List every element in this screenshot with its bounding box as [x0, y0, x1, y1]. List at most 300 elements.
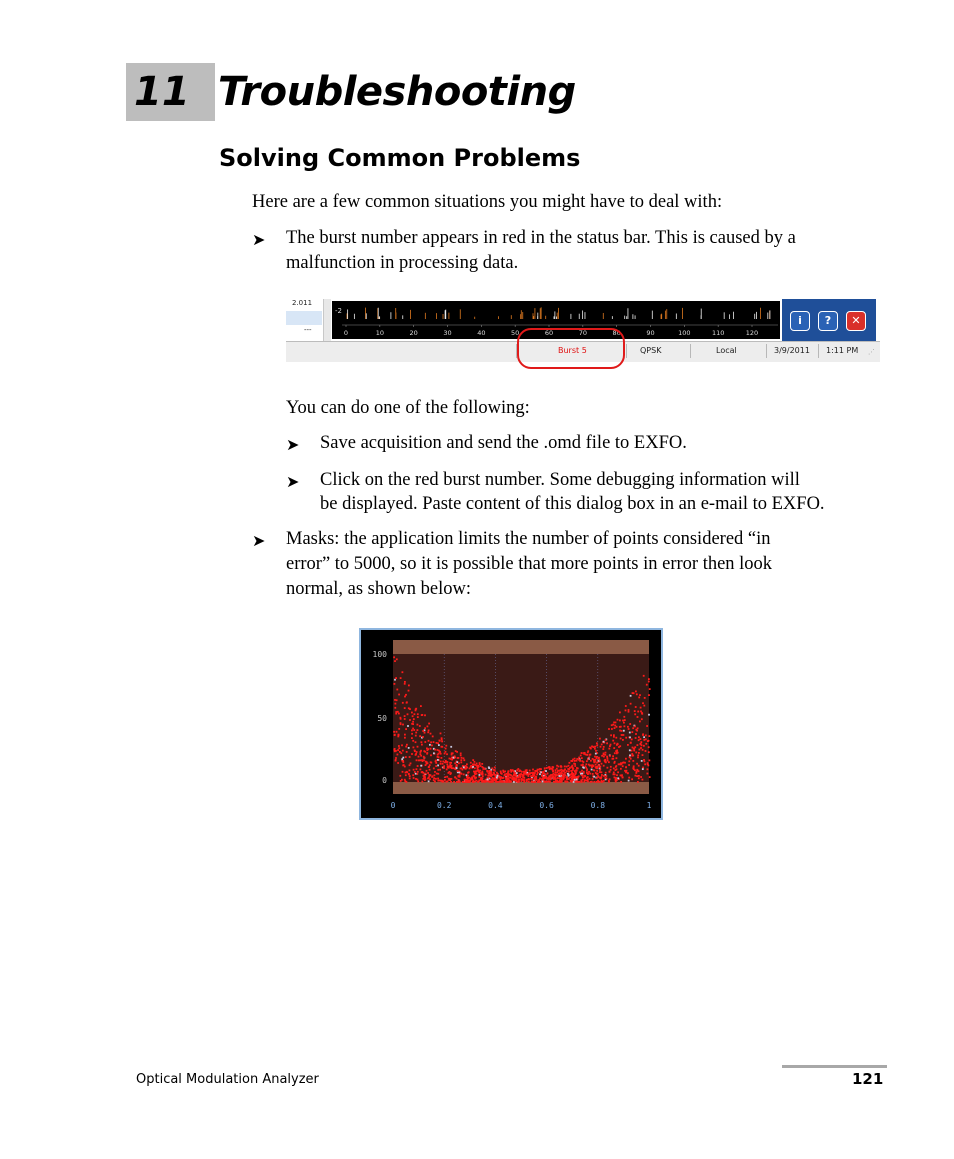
error-point [587, 773, 589, 775]
error-point [589, 754, 591, 756]
error-point [427, 726, 429, 728]
error-point [404, 737, 406, 739]
error-point [624, 725, 626, 727]
error-point [475, 773, 477, 775]
error-point [430, 733, 432, 735]
error-point [525, 771, 527, 773]
error-point [545, 770, 547, 772]
option-1-line-1: Save acquisition and send the .omd file to EXFO. [320, 433, 687, 453]
scrollbar[interactable] [323, 299, 331, 341]
error-point [640, 711, 642, 713]
error-point [644, 763, 646, 765]
error-point [586, 770, 588, 772]
error-point [472, 759, 474, 761]
error-point [460, 768, 462, 770]
error-point [400, 780, 402, 782]
error-point [594, 748, 596, 750]
error-point [419, 725, 421, 727]
error-point [415, 773, 417, 775]
error-point [631, 731, 633, 733]
error-point [532, 769, 534, 771]
error-point [462, 781, 464, 783]
error-point [561, 766, 563, 768]
error-point [469, 768, 471, 770]
error-point [537, 772, 539, 774]
error-point [412, 774, 414, 776]
error-point [424, 741, 426, 743]
error-point [454, 762, 456, 764]
error-point [438, 756, 440, 758]
error-point [492, 779, 494, 781]
error-point [645, 743, 647, 745]
error-point [440, 761, 442, 763]
error-point [488, 773, 490, 775]
error-point [505, 780, 507, 782]
error-point [406, 702, 408, 704]
error-point [450, 766, 452, 768]
error-point [417, 724, 419, 726]
error-point [518, 779, 520, 781]
error-point [542, 771, 544, 773]
x-tick-label: 0.4 [488, 801, 503, 810]
error-point [402, 724, 404, 726]
error-point [634, 713, 636, 715]
error-point [417, 729, 419, 731]
error-point [630, 695, 632, 697]
error-point [612, 740, 614, 742]
error-point [567, 781, 569, 783]
error-point [647, 740, 649, 742]
error-point [481, 763, 483, 765]
error-point [481, 774, 483, 776]
error-point [400, 717, 402, 719]
error-point [394, 707, 396, 709]
error-point [474, 767, 476, 769]
error-point [596, 742, 598, 744]
error-point [625, 737, 627, 739]
error-point [572, 759, 574, 761]
error-point [648, 694, 650, 696]
error-point [489, 771, 491, 773]
error-point [601, 776, 603, 778]
error-point [560, 778, 562, 780]
error-point [565, 781, 567, 783]
error-point [601, 771, 603, 773]
error-point [490, 773, 492, 775]
error-point [408, 747, 410, 749]
error-point [430, 741, 432, 743]
error-point [544, 767, 546, 769]
error-point [415, 753, 417, 755]
error-point [568, 765, 570, 767]
error-point [397, 749, 399, 751]
error-point [642, 733, 644, 735]
error-point [553, 777, 555, 779]
error-point [605, 761, 607, 763]
error-point [559, 770, 561, 772]
error-point [546, 767, 548, 769]
error-point [514, 777, 516, 779]
error-point [591, 769, 593, 771]
error-point [616, 753, 618, 755]
error-point [398, 694, 400, 696]
error-point [423, 750, 425, 752]
error-point [404, 718, 406, 720]
error-point [491, 776, 493, 778]
error-point [465, 765, 467, 767]
error-point [517, 776, 519, 778]
error-point [637, 769, 639, 771]
error-point [428, 766, 430, 768]
error-point [398, 745, 400, 747]
error-point [440, 753, 442, 755]
error-point [433, 741, 435, 743]
error-point [441, 737, 443, 739]
error-point [419, 735, 421, 737]
error-point [453, 767, 455, 769]
error-point [400, 677, 402, 679]
error-point [544, 773, 546, 775]
error-point [581, 752, 583, 754]
error-point [583, 777, 585, 779]
graph-tick-label: 110 [711, 329, 725, 337]
error-point [442, 761, 444, 763]
error-point [473, 781, 475, 783]
error-point [460, 772, 462, 774]
graph-y-value: -2 [335, 307, 342, 315]
error-point [613, 772, 615, 774]
error-point [632, 747, 634, 749]
error-point [429, 764, 431, 766]
error-point [439, 769, 441, 771]
error-point [649, 760, 651, 762]
error-point [443, 781, 445, 783]
error-point [421, 714, 423, 716]
help-icon[interactable]: ? [818, 311, 838, 331]
resize-grip-icon[interactable]: ⋰ [868, 348, 875, 356]
error-point [646, 684, 648, 686]
error-point [622, 777, 624, 779]
x-tick-label: 0.2 [436, 801, 452, 810]
error-point [615, 737, 617, 739]
error-point [456, 761, 458, 763]
error-point [482, 766, 484, 768]
burst-number[interactable]: Burst 5 [558, 346, 587, 355]
error-point [412, 728, 414, 730]
error-point [445, 760, 447, 762]
error-point [562, 778, 564, 780]
error-point [642, 767, 644, 769]
error-point [638, 739, 640, 741]
error-point [583, 767, 585, 769]
error-point [463, 757, 465, 759]
error-point [581, 770, 583, 772]
error-point [499, 781, 501, 783]
lower-mask-band [393, 782, 649, 794]
close-icon[interactable]: ✕ [846, 311, 866, 331]
error-point [426, 761, 428, 763]
mask-plot [361, 630, 661, 818]
error-point [410, 763, 412, 765]
error-point [629, 732, 631, 734]
error-point [420, 765, 422, 767]
error-point [409, 708, 411, 710]
error-point [638, 775, 640, 777]
graph-tick-label: 90 [646, 329, 655, 337]
error-point [446, 753, 448, 755]
error-point [648, 735, 650, 737]
error-point [632, 760, 634, 762]
error-point [553, 773, 555, 775]
error-point [416, 751, 418, 753]
error-point [601, 755, 603, 757]
error-point [638, 697, 640, 699]
error-point [614, 774, 616, 776]
error-point [478, 771, 480, 773]
error-point [640, 741, 642, 743]
error-point [414, 771, 416, 773]
error-point [396, 689, 398, 691]
error-point [439, 751, 441, 753]
error-point [583, 771, 585, 773]
error-point [408, 773, 410, 775]
error-point [433, 768, 435, 770]
error-point [555, 778, 557, 780]
error-point [543, 776, 545, 778]
error-point [450, 772, 452, 774]
error-point [644, 697, 646, 699]
error-point [446, 763, 448, 765]
error-point [621, 734, 623, 736]
error-point [468, 777, 470, 779]
error-point [622, 765, 624, 767]
error-point [535, 776, 537, 778]
error-point [441, 757, 443, 759]
error-point [428, 730, 430, 732]
error-point [445, 745, 447, 747]
error-point [549, 781, 551, 783]
error-point [632, 727, 634, 729]
error-point [563, 770, 565, 772]
error-point [428, 777, 430, 779]
x-tick-label: 0.6 [539, 801, 554, 810]
error-point [637, 716, 639, 718]
error-point [409, 719, 411, 721]
info-icon[interactable]: i [790, 311, 810, 331]
error-point [640, 707, 642, 709]
error-point [405, 774, 407, 776]
error-point [429, 778, 431, 780]
error-point [589, 747, 591, 749]
footer-rule [782, 1065, 887, 1068]
error-point [571, 778, 573, 780]
error-point [412, 740, 414, 742]
error-point [555, 769, 557, 771]
bullet-1-line-1: The burst number appears in red in the status bar. This is caused by a [286, 228, 796, 248]
error-point [599, 766, 601, 768]
error-point [640, 738, 642, 740]
error-point [404, 766, 406, 768]
error-point [616, 750, 618, 752]
error-point [617, 743, 619, 745]
error-point [457, 770, 459, 772]
error-point [630, 742, 632, 744]
error-point [395, 750, 397, 752]
error-point [503, 781, 505, 783]
error-point [474, 761, 476, 763]
error-point [640, 747, 642, 749]
error-point [509, 781, 511, 783]
error-point [556, 768, 558, 770]
error-point [625, 705, 627, 707]
error-point [638, 777, 640, 779]
bullet-arrow-icon: ➤ [252, 533, 266, 550]
error-point [478, 780, 480, 782]
error-point [639, 694, 641, 696]
graph-tick-label: 60 [544, 329, 554, 337]
error-point [420, 755, 422, 757]
error-point [397, 754, 399, 756]
error-point [453, 757, 455, 759]
error-point [487, 775, 489, 777]
error-point [571, 781, 573, 783]
error-point [417, 713, 419, 715]
graph-tick-label: 0 [343, 329, 349, 337]
error-point [536, 779, 538, 781]
error-point [444, 779, 446, 781]
error-point [606, 756, 608, 758]
error-point [620, 781, 622, 783]
error-point [415, 735, 417, 737]
error-point [643, 675, 645, 677]
error-point [427, 772, 429, 774]
error-point [632, 755, 634, 757]
error-point [488, 781, 490, 783]
error-point [646, 725, 648, 727]
error-point [437, 769, 439, 771]
error-point [394, 748, 396, 750]
error-point [628, 728, 630, 730]
error-point [557, 770, 559, 772]
error-point [601, 781, 603, 783]
error-point [457, 757, 459, 759]
error-point [552, 766, 554, 768]
error-point [472, 764, 474, 766]
error-point [513, 770, 515, 772]
error-point [436, 773, 438, 775]
error-point [407, 713, 409, 715]
error-point [432, 736, 434, 738]
error-point [417, 771, 419, 773]
error-point [637, 781, 639, 783]
error-point [466, 777, 468, 779]
error-point [596, 770, 598, 772]
error-point [569, 777, 571, 779]
error-point [405, 728, 407, 730]
error-point [500, 771, 502, 773]
error-point [456, 767, 458, 769]
error-point [603, 756, 605, 758]
error-point [472, 766, 474, 768]
error-point [449, 758, 451, 760]
error-point [627, 726, 629, 728]
error-point [406, 751, 408, 753]
error-point [643, 736, 645, 738]
error-point [445, 781, 447, 783]
error-point [396, 658, 398, 660]
page-number: 121 [852, 1070, 884, 1088]
error-point [420, 705, 422, 707]
error-point [597, 761, 599, 763]
error-point [618, 746, 620, 748]
error-point [614, 727, 616, 729]
error-point [555, 773, 557, 775]
error-point [433, 777, 435, 779]
error-point [455, 765, 457, 767]
error-point [459, 776, 461, 778]
error-point [641, 744, 643, 746]
error-point [595, 759, 597, 761]
error-point [398, 747, 400, 749]
error-point [548, 766, 550, 768]
error-point [617, 771, 619, 773]
error-point [547, 773, 549, 775]
error-point [643, 759, 645, 761]
error-point [526, 779, 528, 781]
error-point [456, 781, 458, 783]
error-point [438, 744, 440, 746]
error-point [404, 683, 406, 685]
graph-tick-label: 120 [745, 329, 759, 337]
error-point [494, 767, 496, 769]
error-point [430, 761, 432, 763]
error-point [460, 759, 462, 761]
error-point [645, 750, 647, 752]
bullet-arrow-icon: ➤ [286, 474, 300, 491]
error-point [395, 760, 397, 762]
error-point [456, 751, 458, 753]
error-point [610, 734, 612, 736]
error-point [641, 718, 643, 720]
error-point [579, 781, 581, 783]
error-point [402, 671, 404, 673]
error-point [587, 758, 589, 760]
error-point [419, 753, 421, 755]
error-point [552, 770, 554, 772]
error-point [593, 769, 595, 771]
error-point [570, 760, 572, 762]
error-point [424, 714, 426, 716]
error-point [411, 733, 413, 735]
error-point [638, 765, 640, 767]
error-point [483, 780, 485, 782]
error-point [440, 763, 442, 765]
error-point [625, 771, 627, 773]
error-point [411, 712, 413, 714]
error-point [465, 781, 467, 783]
error-point [614, 777, 616, 779]
error-point [406, 771, 408, 773]
error-point [429, 769, 431, 771]
error-point [537, 769, 539, 771]
error-point [610, 769, 612, 771]
error-point [639, 721, 641, 723]
error-point [447, 767, 449, 769]
error-point [453, 781, 455, 783]
error-point [434, 749, 436, 751]
error-point [528, 775, 530, 777]
error-point [417, 781, 419, 783]
